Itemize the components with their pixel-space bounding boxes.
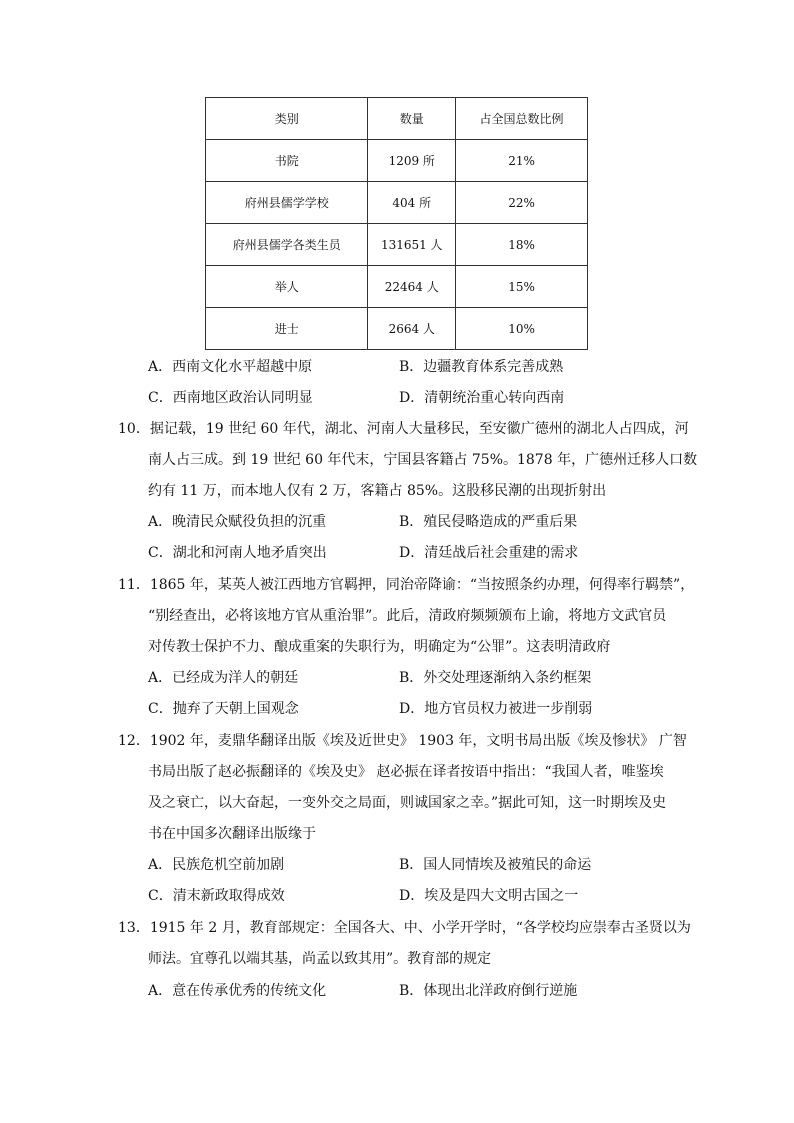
q11-stem-line: 11．1865 年，某英人被江西地方官羁押，同治帝降谕：“当按照条约办理，何得率行羁禁”，	[118, 577, 695, 593]
q12-stem-line: 书局出版了赵必振翻译的《埃及史》 赵必振在译者按语中指出：“我国人者，唯鉴埃	[148, 764, 664, 780]
table-cell: 21%	[456, 140, 588, 182]
table-row	[206, 308, 588, 350]
q11-option-c: C．抛弃了天朝上国观念	[148, 701, 299, 717]
q12-stem-line: 书在中国多次翻译出版缘于	[148, 826, 316, 842]
table-cell: 131651 人	[368, 224, 456, 266]
table-cell: 22464 人	[368, 266, 456, 308]
q10-stem-line: 10．据记载，19 世纪 60 年代，湖北、河南人大量移民，至安徽广德州的湖北人占四成，河	[118, 421, 689, 437]
q9-option-a: A．西南文化水平超越中原	[148, 359, 313, 375]
table-header-row	[206, 98, 588, 140]
q11-option-a: A．已经成为洋人的朝廷	[148, 670, 299, 686]
q11-option-b: B．外交处理逐渐纳入条约框架	[399, 670, 592, 686]
q11-stem-line: “别经查出，必将该地方官从重治罪”。此后，清政府频频颁布上谕，将地方文武官员	[148, 608, 667, 624]
table-header-cell: 数量	[368, 98, 456, 140]
table-cell: 举人	[206, 266, 368, 308]
q12-option-b: B．国人同情埃及被殖民的命运	[399, 857, 592, 873]
q11-stem-line: 对传教士保护不力、酿成重案的失职行为，明确定为“公罪”。这表明清政府	[148, 639, 611, 655]
q9-option-d: D．清朝统治重心转向西南	[399, 390, 565, 406]
table-header-cell: 类别	[206, 98, 368, 140]
table-row	[206, 224, 588, 266]
q12-option-a: A．民族危机空前加剧	[148, 857, 285, 873]
table-row	[206, 266, 588, 308]
table-cell: 404 所	[368, 182, 456, 224]
q10-stem-line: 南人占三成。到 19 世纪 60 年代末，宁国县客籍占 75%。1878 年，广德州迁移人口数	[148, 452, 698, 468]
q10-stem-line: 约有 11 万，而本地人仅有 2 万，客籍占 85%。这股移民潮的出现折射出	[148, 483, 607, 499]
table-cell: 18%	[456, 224, 588, 266]
table-cell: 1209 所	[368, 140, 456, 182]
q12-option-d: D．埃及是四大文明古国之一	[399, 888, 579, 904]
q9-option-c: C．西南地区政治认同明显	[148, 390, 313, 406]
q12-stem-line: 12．1902 年，麦鼎华翻译出版《埃及近世史》 1903 年，文明书局出版《埃及惨状》 广智	[118, 733, 687, 749]
table-cell: 进士	[206, 308, 368, 350]
table-cell: 22%	[456, 182, 588, 224]
q13-option-b: B．体现出北洋政府倒行逆施	[399, 983, 578, 999]
table-cell: 府州县儒学各类生员	[206, 224, 368, 266]
table-cell: 府州县儒学学校	[206, 182, 368, 224]
q11-option-d: D．地方官员权力被进一步削弱	[399, 701, 593, 717]
table-row	[206, 140, 588, 182]
q9-option-b: B．边疆教育体系完善成熟	[399, 359, 564, 375]
statistics-table	[205, 97, 588, 350]
table-row	[206, 182, 588, 224]
q12-stem-line: 及之衰亡，以大奋起，一变外交之局面，则诚国家之幸。”据此可知，这一时期埃及史	[148, 795, 667, 811]
q13-option-a: A．意在传承优秀的传统文化	[148, 983, 327, 999]
q10-option-c: C．湖北和河南人地矛盾突出	[148, 545, 327, 561]
q12-option-c: C．清末新政取得成效	[148, 888, 285, 904]
q10-option-d: D．清廷战后社会重建的需求	[399, 545, 579, 561]
q10-option-a: A．晚清民众赋役负担的沉重	[148, 514, 327, 530]
q13-stem-line: 13．1915 年 2 月，教育部规定：全国各大、中、小学开学时，“各学校均应崇奉古圣贤以为	[118, 920, 691, 936]
q13-stem-line: 师法。宜尊孔以端其基，尚孟以致其用”。教育部的规定	[148, 951, 492, 967]
table-cell: 10%	[456, 308, 588, 350]
q10-option-b: B．殖民侵略造成的严重后果	[399, 514, 578, 530]
table-cell: 书院	[206, 140, 368, 182]
table-cell: 15%	[456, 266, 588, 308]
table-cell: 2664 人	[368, 308, 456, 350]
table-header-cell: 占全国总数比例	[456, 98, 588, 140]
